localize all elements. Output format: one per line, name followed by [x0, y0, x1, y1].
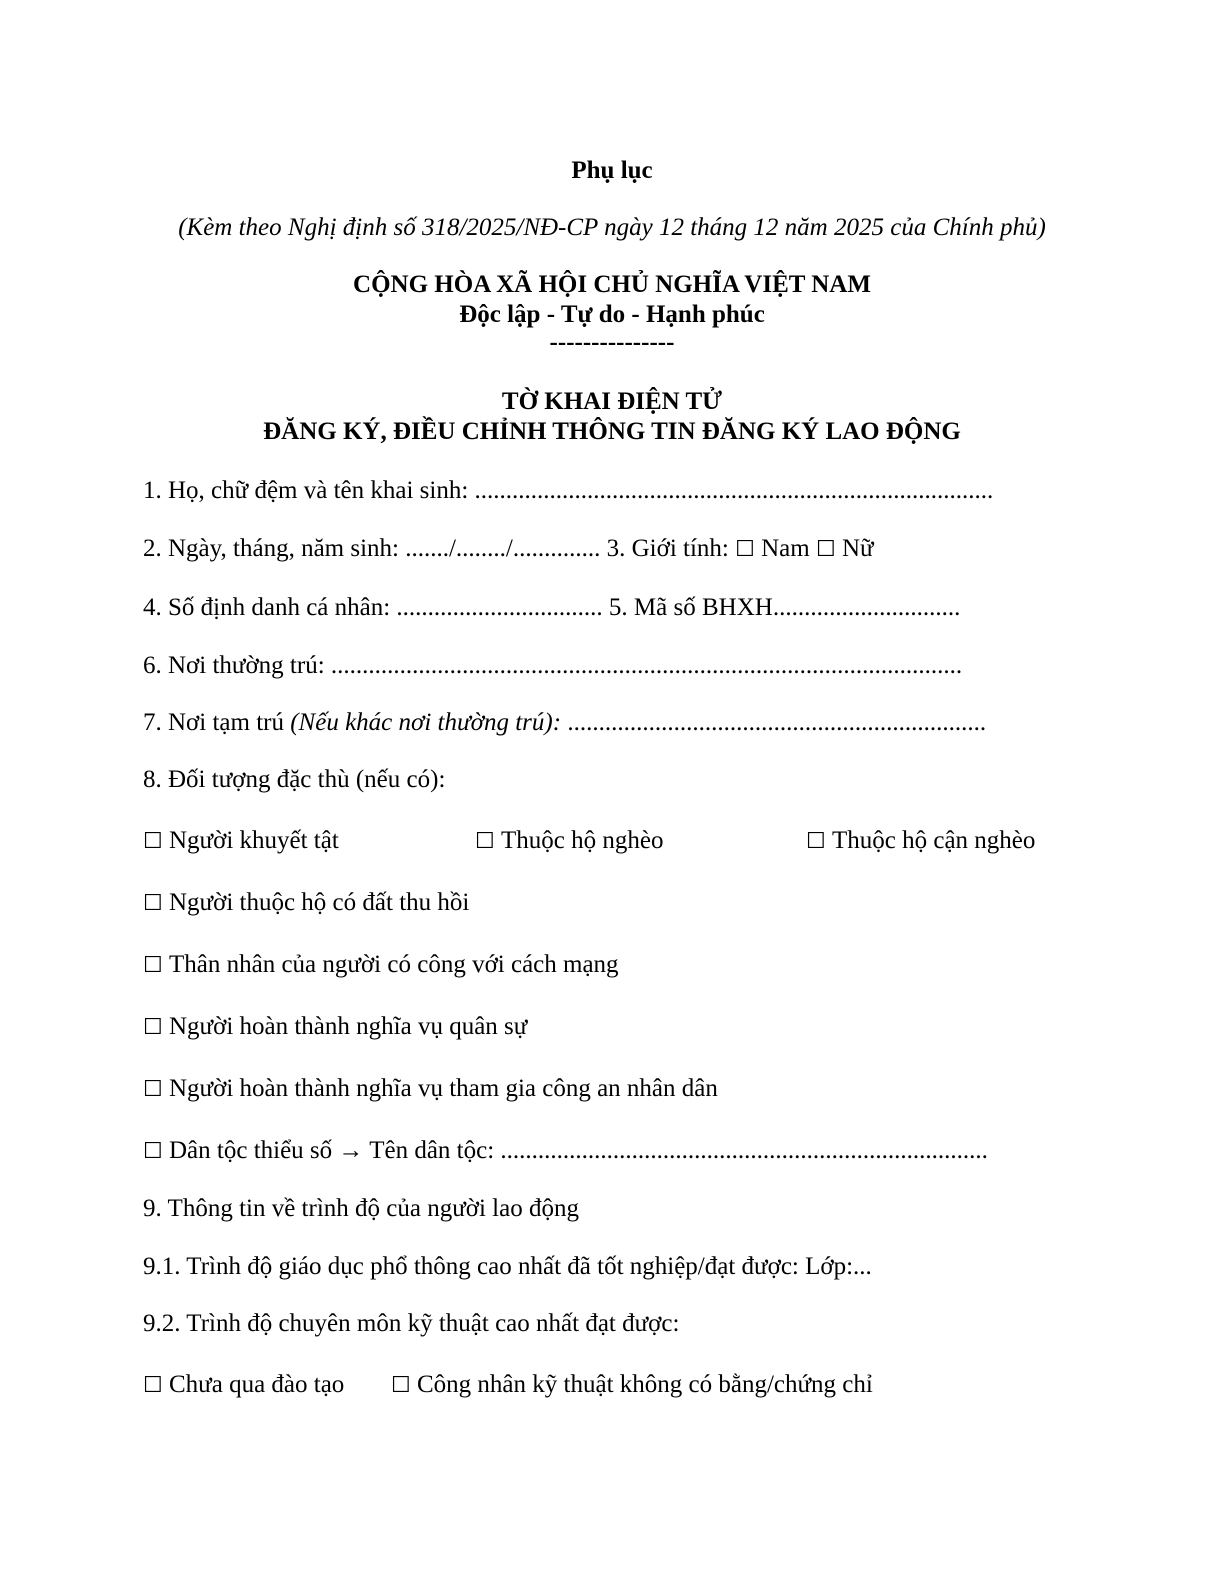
option-label: Thuộc hộ cận nghèo [832, 827, 1036, 854]
checkbox-icon[interactable]: ☐ [143, 1077, 163, 1102]
checkbox-icon[interactable]: ☐ [815, 537, 836, 562]
gender-female-label: Nữ [841, 535, 874, 562]
checkbox-icon[interactable]: ☐ [391, 1373, 411, 1398]
checkbox-icon[interactable]: ☐ [735, 537, 755, 562]
option-label: Thân nhân của người có công với cách mạng [169, 951, 619, 978]
option-land-recovered[interactable] [143, 888, 469, 919]
temporary-residence-dots: ................................................................... [561, 709, 987, 736]
option-label: Công nhân kỹ thuật không có bằng/chứng chỉ [417, 1371, 873, 1398]
field-birthdate-gender [143, 534, 874, 565]
option-label: Người hoàn thành nghĩa vụ tham gia công an nhân dân [169, 1075, 718, 1102]
field-id-social-insurance[interactable]: 4. Số định danh cá nhân: ................................. 5. Mã số BHXH.............................. [143, 594, 961, 621]
option-disabled[interactable] [143, 826, 339, 857]
option-military-service[interactable] [143, 1012, 527, 1043]
appendix-subtitle: (Kèm theo Nghị định số 318/2025/NĐ-CP ngày 12 tháng 12 năm 2025 của Chính phủ) [178, 214, 1046, 241]
option-label: Người thuộc hộ có đất thu hồi [169, 889, 470, 916]
option-label: Người khuyết tật [169, 827, 339, 854]
checkbox-icon[interactable]: ☐ [143, 1373, 163, 1398]
header-separator: --------------- [549, 329, 675, 356]
form-title-line-1: TỜ KHAI ĐIỆN TỬ [501, 388, 723, 415]
option-poor-household[interactable] [475, 826, 663, 857]
option-label: Người hoàn thành nghĩa vụ quân sự [169, 1013, 528, 1040]
option-label: Chưa qua đào tạo [169, 1371, 345, 1398]
field-permanent-residence[interactable]: 6. Nơi thường trú: ..................................................................................................... [143, 652, 963, 679]
temporary-residence-label: 7. Nơi tạm trú [143, 709, 291, 736]
field-special-group-heading: 8. Đối tượng đặc thù (nếu có): [143, 766, 446, 793]
checkbox-icon[interactable]: ☐ [806, 829, 826, 854]
checkbox-icon[interactable]: ☐ [143, 1015, 163, 1040]
temporary-residence-note: (Nếu khác nơi thường trú): [290, 709, 562, 736]
form-title-line-2: ĐĂNG KÝ, ĐIỀU CHỈNH THÔNG TIN ĐĂNG KÝ LAO ĐỘNG [263, 418, 961, 445]
option-police-service[interactable] [143, 1074, 718, 1105]
field-temporary-residence[interactable] [143, 708, 986, 738]
checkbox-icon[interactable]: ☐ [143, 891, 163, 916]
checkbox-icon[interactable]: ☐ [143, 953, 163, 978]
checkbox-icon[interactable]: ☐ [475, 829, 495, 854]
field-full-name[interactable]: 1. Họ, chữ đệm và tên khai sinh: ................................................................................... [143, 477, 994, 504]
field-qualification-heading: 9. Thông tin về trình độ của người lao động [143, 1195, 579, 1222]
checkbox-icon[interactable]: ☐ [143, 1139, 163, 1164]
option-label: Dân tộc thiểu số → Tên dân tộc: .............................................................................. [169, 1137, 988, 1164]
option-technician-no-certificate[interactable] [391, 1370, 873, 1401]
field-technical-level-heading: 9.2. Trình độ chuyên môn kỹ thuật cao nhất đạt được: [143, 1310, 680, 1337]
national-motto: Độc lập - Tự do - Hạnh phúc [459, 301, 765, 328]
option-ethnic-minority[interactable] [143, 1136, 988, 1167]
gender-male-label: Nam [761, 535, 810, 562]
appendix-title: Phụ lục [571, 157, 653, 184]
option-untrained[interactable] [143, 1370, 344, 1401]
field-general-education[interactable]: 9.1. Trình độ giáo dục phổ thông cao nhất đã tốt nghiệp/đạt được: Lớp:... [143, 1253, 872, 1280]
checkbox-icon[interactable]: ☐ [143, 829, 163, 854]
option-revolution-relative[interactable] [143, 950, 619, 981]
option-near-poor-household[interactable] [806, 826, 1035, 857]
birthdate-gender-label: 2. Ngày, tháng, năm sinh: ......./......../.............. 3. Giới tính: [143, 535, 729, 562]
nation-title: CỘNG HÒA XÃ HỘI CHỦ NGHĨA VIỆT NAM [353, 271, 871, 298]
option-label: Thuộc hộ nghèo [501, 827, 664, 854]
